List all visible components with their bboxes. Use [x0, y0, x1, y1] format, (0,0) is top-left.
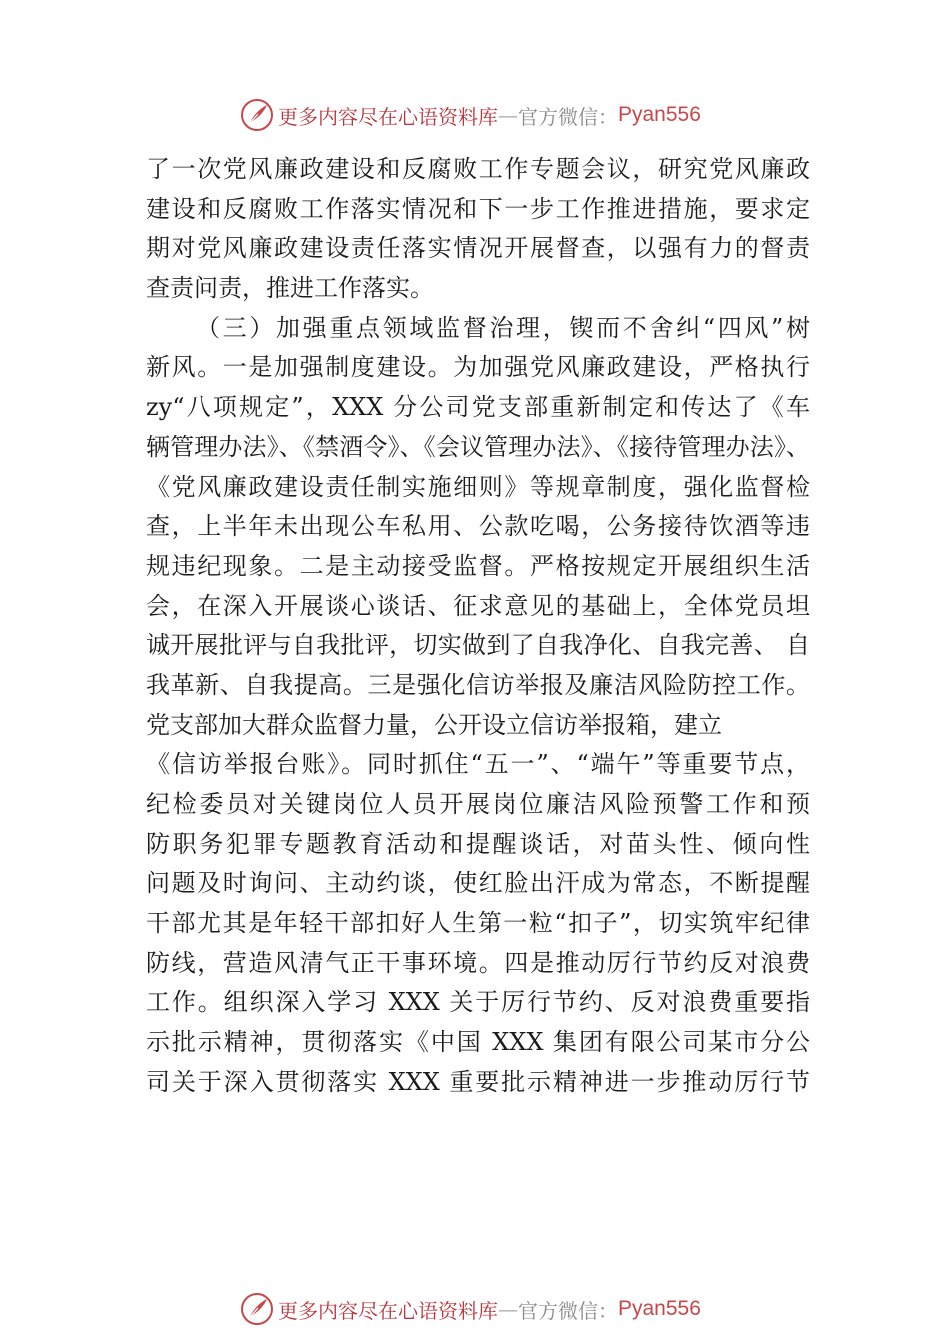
- text-line: 问题及时询问、主动约谈，使红脸出汗成为常态，不断提醒: [146, 869, 810, 898]
- footer-watermark: [240, 1291, 701, 1327]
- text-line: 规违纪现象。二是主动接受监督。严格按规定开展组织生活: [146, 551, 810, 580]
- text-line: 会，在深入开展谈心谈话、征求意见的基础上，全体党员坦: [146, 591, 810, 620]
- paragraph: [146, 309, 810, 1103]
- feather-pen-logo-icon: [240, 1292, 274, 1326]
- text-line: 诚开展批评与自我批评，切实做到了自我净化、自我完善、 自: [146, 631, 810, 660]
- watermark-wechat-id: Pyan556: [618, 1297, 701, 1320]
- text-line: 示批示精神，贯彻落实《中国 XXX 集团有限公司某市分公: [146, 1028, 810, 1057]
- header-watermark: [240, 97, 701, 133]
- text-line: 干部尤其是年轻干部扣好人生第一粒“扣子”，切实筑牢纪律: [146, 909, 810, 938]
- watermark-separator: —: [498, 1297, 518, 1321]
- watermark-wechat-label: 官方微信：: [518, 1298, 618, 1323]
- text-line: 司关于深入贯彻落实 XXX 重要批示精神进一步推动厉行节: [146, 1067, 810, 1096]
- watermark-brand: 更多内容尽在心语资料库: [278, 1298, 498, 1323]
- watermark-wechat-id: Pyan556: [618, 103, 701, 126]
- paragraph: [146, 150, 810, 309]
- document-body: [146, 150, 810, 1103]
- text-line: 查，上半年未出现公车私用、公款吃喝，公务接待饮酒等违: [146, 512, 810, 541]
- text-line: 了一次党风廉政建设和反腐败工作专题会议，研究党风廉政: [146, 155, 810, 183]
- text-line: 查责问责，推进工作落实。: [146, 274, 434, 303]
- text-line: 《信访举报台账》。同时抓住“五一”、“端午”等重要节点，: [146, 750, 810, 779]
- text-line: 防线，营造风清气正干事环境。四是推动厉行节约反对浪费: [146, 948, 810, 977]
- text-line: 工作。组织深入学习 XXX 关于厉行节约、反对浪费重要指: [146, 988, 810, 1017]
- watermark-separator: —: [498, 103, 518, 127]
- watermark-wechat-label: 官方微信：: [518, 104, 618, 129]
- text-line: 纪检委员对关键岗位人员开展岗位廉洁风险预警工作和预: [146, 790, 810, 818]
- text-line: 辆管理办法》、《禁酒令》、《会议管理办法》、《接待管理办法》、: [146, 432, 810, 461]
- text-line: 建设和反腐败工作落实情况和下一步工作推进措施，要求定: [146, 194, 810, 223]
- feather-pen-logo-icon: [240, 98, 274, 132]
- text-line: 党支部加大群众监督力量，公开设立信访举报箱，建立: [146, 710, 722, 739]
- text-line: 期对党风廉政建设责任落实情况开展督查，以强有力的督责: [146, 234, 810, 263]
- text-line: 《党风廉政建设责任制实施细则》等规章制度，强化监督检: [146, 472, 810, 501]
- text-line: 我革新、自我提高。三是强化信访举报及廉洁风险防控工作。: [146, 670, 810, 699]
- text-line: （三）加强重点领域监督治理，锲而不舍纠“四风”树: [196, 313, 810, 342]
- text-line: 新风。一是加强制度建设。为加强党风廉政建设，严格执行: [146, 353, 810, 382]
- text-line: 防职务犯罪专题教育活动和提醒谈话，对苗头性、倾向性: [146, 829, 810, 858]
- text-line: zy“八项规定”，XXX 分公司党支部重新制定和传达了《车: [146, 393, 810, 422]
- watermark-brand: 更多内容尽在心语资料库: [278, 104, 498, 129]
